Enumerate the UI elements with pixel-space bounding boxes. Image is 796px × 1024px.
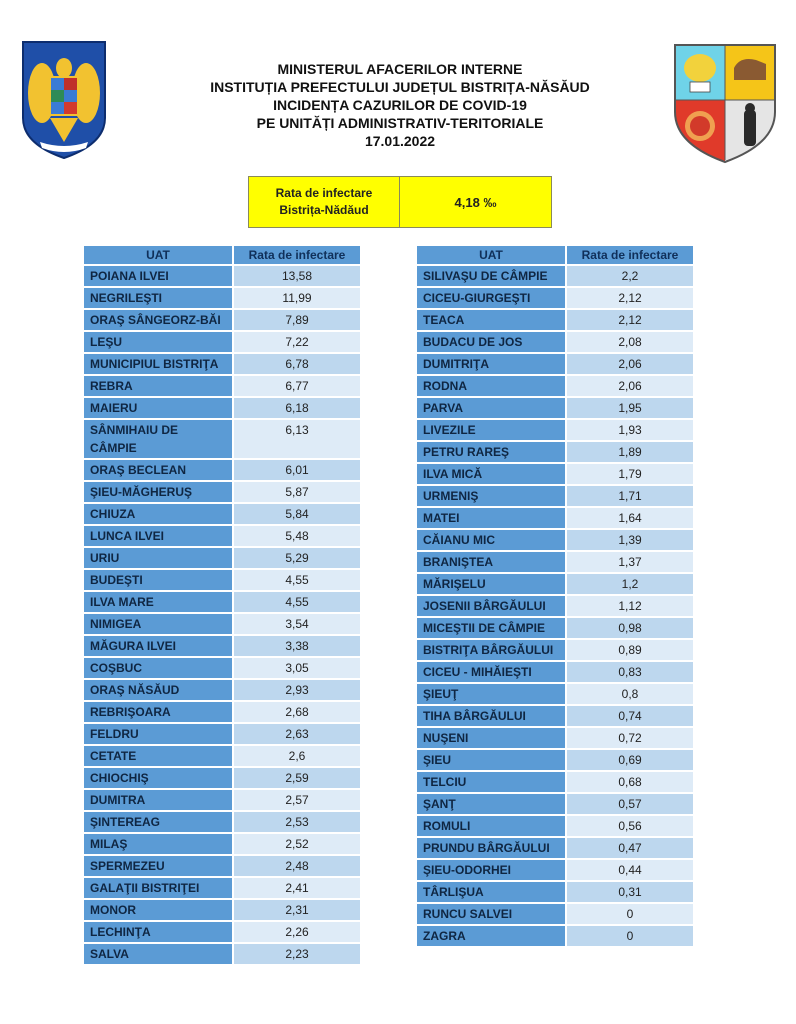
uat-name-cell: CHIOCHIŞ	[83, 767, 233, 789]
table-row	[83, 701, 361, 723]
uat-name-cell: ILVA MICĂ	[416, 463, 566, 485]
uat-name-cell: ORAŞ BECLEAN	[83, 459, 233, 481]
infection-rate-cell: 5,29	[233, 547, 361, 569]
uat-name-cell: JOSENII BÂRGĂULUI	[416, 595, 566, 617]
uat-name-cell: PARVA	[416, 397, 566, 419]
table-row	[83, 943, 361, 965]
table-row	[83, 569, 361, 591]
table-row	[416, 749, 694, 771]
table-row	[83, 353, 361, 375]
table-row	[83, 877, 361, 899]
uat-name-cell: CHIUZA	[83, 503, 233, 525]
table-row	[416, 397, 694, 419]
table-row	[83, 921, 361, 943]
uat-name-cell: ŞIEU-ODORHEI	[416, 859, 566, 881]
infection-rate-cell: 0,69	[566, 749, 694, 771]
column-header-uat: UAT	[416, 245, 566, 265]
infection-rate-cell: 2,08	[566, 331, 694, 353]
column-header-rate: Rata de infectare	[566, 245, 694, 265]
uat-name-cell: MĂRIŞELU	[416, 573, 566, 595]
uat-table-right	[415, 244, 695, 948]
infection-rate-cell: 0,8	[566, 683, 694, 705]
uat-name-cell: TELCIU	[416, 771, 566, 793]
uat-name-cell: TIHA BÂRGĂULUI	[416, 705, 566, 727]
uat-name-cell: CICEU - MIHĂIEŞTI	[416, 661, 566, 683]
document-header	[150, 60, 650, 150]
infection-rate-cell: 1,79	[566, 463, 694, 485]
infection-rate-cell: 6,78	[233, 353, 361, 375]
infection-rate-cell: 3,38	[233, 635, 361, 657]
table-row	[416, 331, 694, 353]
uat-name-cell: ILVA MARE	[83, 591, 233, 613]
infection-rate-cell: 6,18	[233, 397, 361, 419]
uat-name-cell: LIVEZILE	[416, 419, 566, 441]
uat-table-left-body	[83, 265, 361, 965]
uat-name-cell: MONOR	[83, 899, 233, 921]
uat-name-cell: MATEI	[416, 507, 566, 529]
uat-name-cell: ŞIEU	[416, 749, 566, 771]
infection-rate-cell: 1,93	[566, 419, 694, 441]
uat-name-cell: CICEU-GIURGEŞTI	[416, 287, 566, 309]
uat-name-cell: COŞBUC	[83, 657, 233, 679]
column-header-rate: Rata de infectare	[233, 245, 361, 265]
uat-name-cell: TEACA	[416, 309, 566, 331]
uat-name-cell: ORAŞ NĂSĂUD	[83, 679, 233, 701]
table-row	[83, 723, 361, 745]
table-row	[416, 903, 694, 925]
infection-rate-cell: 2,59	[233, 767, 361, 789]
uat-name-cell: BUDACU DE JOS	[416, 331, 566, 353]
uat-name-cell: MĂGURA ILVEI	[83, 635, 233, 657]
infection-rate-cell: 0,57	[566, 793, 694, 815]
infection-rate-cell: 1,2	[566, 573, 694, 595]
table-row	[416, 595, 694, 617]
uat-name-cell: CĂIANU MIC	[416, 529, 566, 551]
uat-name-cell: PRUNDU BÂRGĂULUI	[416, 837, 566, 859]
infection-rate-cell: 2,41	[233, 877, 361, 899]
table-row	[83, 309, 361, 331]
infection-rate-cell: 2,12	[566, 309, 694, 331]
infection-rate-cell: 2,93	[233, 679, 361, 701]
infection-rate-cell: 1,39	[566, 529, 694, 551]
table-row	[83, 331, 361, 353]
table-row	[83, 547, 361, 569]
table-row	[83, 419, 361, 459]
table-row	[416, 771, 694, 793]
table-row	[416, 683, 694, 705]
uat-name-cell: RODNA	[416, 375, 566, 397]
uat-name-cell: NIMIGEA	[83, 613, 233, 635]
table-row	[416, 265, 694, 287]
infection-rate-cell: 6,01	[233, 459, 361, 481]
uat-name-cell: SILIVAŞU DE CÂMPIE	[416, 265, 566, 287]
infection-rate-cell: 2,06	[566, 375, 694, 397]
uat-name-cell: CETATE	[83, 745, 233, 767]
table-row	[416, 419, 694, 441]
table-row	[416, 573, 694, 595]
uat-name-cell: MUNICIPIUL BISTRIŢA	[83, 353, 233, 375]
table-row	[83, 481, 361, 503]
county-rate-label-line2: Bistrița-Nădăud	[279, 203, 369, 217]
table-row	[416, 353, 694, 375]
infection-rate-cell: 2,06	[566, 353, 694, 375]
uat-name-cell: ŞIEU-MĂGHERUŞ	[83, 481, 233, 503]
bistrita-nasaud-county-coat-of-arms-icon	[672, 42, 778, 164]
table-row	[83, 679, 361, 701]
table-row	[416, 463, 694, 485]
infection-rate-cell: 2,52	[233, 833, 361, 855]
infection-rate-cell: 1,71	[566, 485, 694, 507]
table-row	[83, 657, 361, 679]
infection-rate-cell: 2,23	[233, 943, 361, 965]
infection-rate-cell: 2,57	[233, 789, 361, 811]
infection-rate-cell: 2,63	[233, 723, 361, 745]
uat-name-cell: ROMULI	[416, 815, 566, 837]
table-row	[416, 793, 694, 815]
table-row	[416, 287, 694, 309]
infection-rate-cell: 6,77	[233, 375, 361, 397]
table-row	[416, 551, 694, 573]
table-row	[416, 815, 694, 837]
infection-rate-cell: 4,55	[233, 569, 361, 591]
column-header-uat: UAT	[83, 245, 233, 265]
table-row	[83, 503, 361, 525]
table-row	[416, 507, 694, 529]
table-row	[83, 459, 361, 481]
table-row	[416, 859, 694, 881]
uat-name-cell: MILAŞ	[83, 833, 233, 855]
infection-rate-cell: 0,68	[566, 771, 694, 793]
table-row	[416, 309, 694, 331]
uat-name-cell: FELDRU	[83, 723, 233, 745]
infection-rate-cell: 11,99	[233, 287, 361, 309]
table-row	[416, 925, 694, 947]
infection-rate-cell: 0	[566, 925, 694, 947]
table-header-row	[83, 245, 361, 265]
infection-rate-cell: 2,12	[566, 287, 694, 309]
table-row	[416, 727, 694, 749]
uat-name-cell: DUMITRIŢA	[416, 353, 566, 375]
infection-rate-cell: 0,47	[566, 837, 694, 859]
table-row	[83, 375, 361, 397]
table-row	[416, 705, 694, 727]
uat-name-cell: NUŞENI	[416, 727, 566, 749]
infection-rate-cell: 2,68	[233, 701, 361, 723]
table-row	[83, 525, 361, 547]
uat-name-cell: ZAGRA	[416, 925, 566, 947]
romania-coat-of-arms-icon	[20, 38, 108, 160]
infection-rate-cell: 1,12	[566, 595, 694, 617]
county-summary-box	[248, 176, 552, 228]
table-row	[416, 617, 694, 639]
infection-rate-cell: 1,95	[566, 397, 694, 419]
header-ministry: MINISTERUL AFACERILOR INTERNE	[277, 61, 523, 77]
infection-rate-cell: 7,89	[233, 309, 361, 331]
infection-rate-cell: 6,13	[233, 419, 361, 459]
table-row	[416, 661, 694, 683]
header-institution: INSTITUȚIA PREFECTULUI JUDEȚUL BISTRIȚA-NĂSĂUD	[210, 79, 590, 95]
table-row	[416, 441, 694, 463]
uat-name-cell: URIU	[83, 547, 233, 569]
infection-rate-cell: 0,74	[566, 705, 694, 727]
uat-table-left	[82, 244, 362, 966]
table-row	[83, 265, 361, 287]
infection-rate-cell: 5,87	[233, 481, 361, 503]
uat-name-cell: SALVA	[83, 943, 233, 965]
infection-rate-cell: 5,84	[233, 503, 361, 525]
infection-rate-cell: 2,6	[233, 745, 361, 767]
table-row	[83, 397, 361, 419]
table-row	[83, 591, 361, 613]
uat-table-right-body	[416, 265, 694, 947]
header-title: INCIDENȚA CAZURILOR DE COVID-19	[273, 97, 527, 113]
table-row	[83, 811, 361, 833]
infection-rate-cell: 2,31	[233, 899, 361, 921]
uat-name-cell: ORAŞ SÂNGEORZ-BĂI	[83, 309, 233, 331]
infection-rate-cell: 0,98	[566, 617, 694, 639]
uat-name-cell: LECHINŢA	[83, 921, 233, 943]
uat-name-cell: REBRA	[83, 375, 233, 397]
infection-rate-cell: 2,2	[566, 265, 694, 287]
uat-name-cell: TÂRLIŞUA	[416, 881, 566, 903]
infection-rate-cell: 0	[566, 903, 694, 925]
table-header-row	[416, 245, 694, 265]
infection-rate-cell: 0,56	[566, 815, 694, 837]
uat-name-cell: BISTRIŢA BÂRGĂULUI	[416, 639, 566, 661]
county-rate-label	[249, 177, 400, 227]
uat-name-cell: ŞANŢ	[416, 793, 566, 815]
table-row	[83, 855, 361, 877]
uat-name-cell: SÂNMIHAIU DE CÂMPIE	[83, 419, 233, 459]
header-subtitle: PE UNITĂȚI ADMINISTRATIV-TERITORIALE	[256, 115, 544, 131]
table-row	[416, 881, 694, 903]
infection-rate-cell: 1,64	[566, 507, 694, 529]
county-rate-value: 4,18 ‰	[454, 194, 497, 210]
uat-name-cell: MICEŞTII DE CÂMPIE	[416, 617, 566, 639]
table-row	[416, 529, 694, 551]
uat-name-cell: MAIERU	[83, 397, 233, 419]
uat-name-cell: BRANIŞTEA	[416, 551, 566, 573]
uat-name-cell: POIANA ILVEI	[83, 265, 233, 287]
table-row	[416, 485, 694, 507]
header-date: 17.01.2022	[364, 133, 436, 149]
infection-rate-cell: 3,54	[233, 613, 361, 635]
table-row	[83, 287, 361, 309]
uat-name-cell: URMENIŞ	[416, 485, 566, 507]
infection-rate-cell: 0,83	[566, 661, 694, 683]
table-row	[83, 833, 361, 855]
table-row	[83, 899, 361, 921]
table-row	[83, 635, 361, 657]
infection-rate-cell: 0,44	[566, 859, 694, 881]
uat-name-cell: LEŞU	[83, 331, 233, 353]
infection-rate-cell: 0,72	[566, 727, 694, 749]
infection-rate-cell: 0,31	[566, 881, 694, 903]
table-row	[83, 745, 361, 767]
county-rate-label-line1: Rata de infectare	[275, 186, 373, 200]
table-row	[416, 375, 694, 397]
infection-rate-cell: 1,37	[566, 551, 694, 573]
uat-name-cell: GALAŢII BISTRIŢEI	[83, 877, 233, 899]
uat-name-cell: ŞINTEREAG	[83, 811, 233, 833]
uat-name-cell: SPERMEZEU	[83, 855, 233, 877]
table-row	[83, 613, 361, 635]
infection-rate-cell: 0,89	[566, 639, 694, 661]
uat-name-cell: BUDEŞTI	[83, 569, 233, 591]
infection-rate-cell: 3,05	[233, 657, 361, 679]
infection-rate-cell: 2,26	[233, 921, 361, 943]
infection-rate-cell: 1,89	[566, 441, 694, 463]
uat-name-cell: NEGRILEŞTI	[83, 287, 233, 309]
uat-name-cell: REBRIŞOARA	[83, 701, 233, 723]
infection-rate-cell: 13,58	[233, 265, 361, 287]
infection-rate-cell: 4,55	[233, 591, 361, 613]
infection-rate-cell: 5,48	[233, 525, 361, 547]
table-row	[416, 639, 694, 661]
uat-name-cell: DUMITRA	[83, 789, 233, 811]
infection-rate-cell: 7,22	[233, 331, 361, 353]
table-row	[83, 767, 361, 789]
uat-name-cell: ŞIEUŢ	[416, 683, 566, 705]
table-row	[416, 837, 694, 859]
infection-rate-cell: 2,48	[233, 855, 361, 877]
infection-rate-cell: 2,53	[233, 811, 361, 833]
table-row	[83, 789, 361, 811]
uat-name-cell: LUNCA ILVEI	[83, 525, 233, 547]
uat-name-cell: PETRU RAREŞ	[416, 441, 566, 463]
uat-name-cell: RUNCU SALVEI	[416, 903, 566, 925]
